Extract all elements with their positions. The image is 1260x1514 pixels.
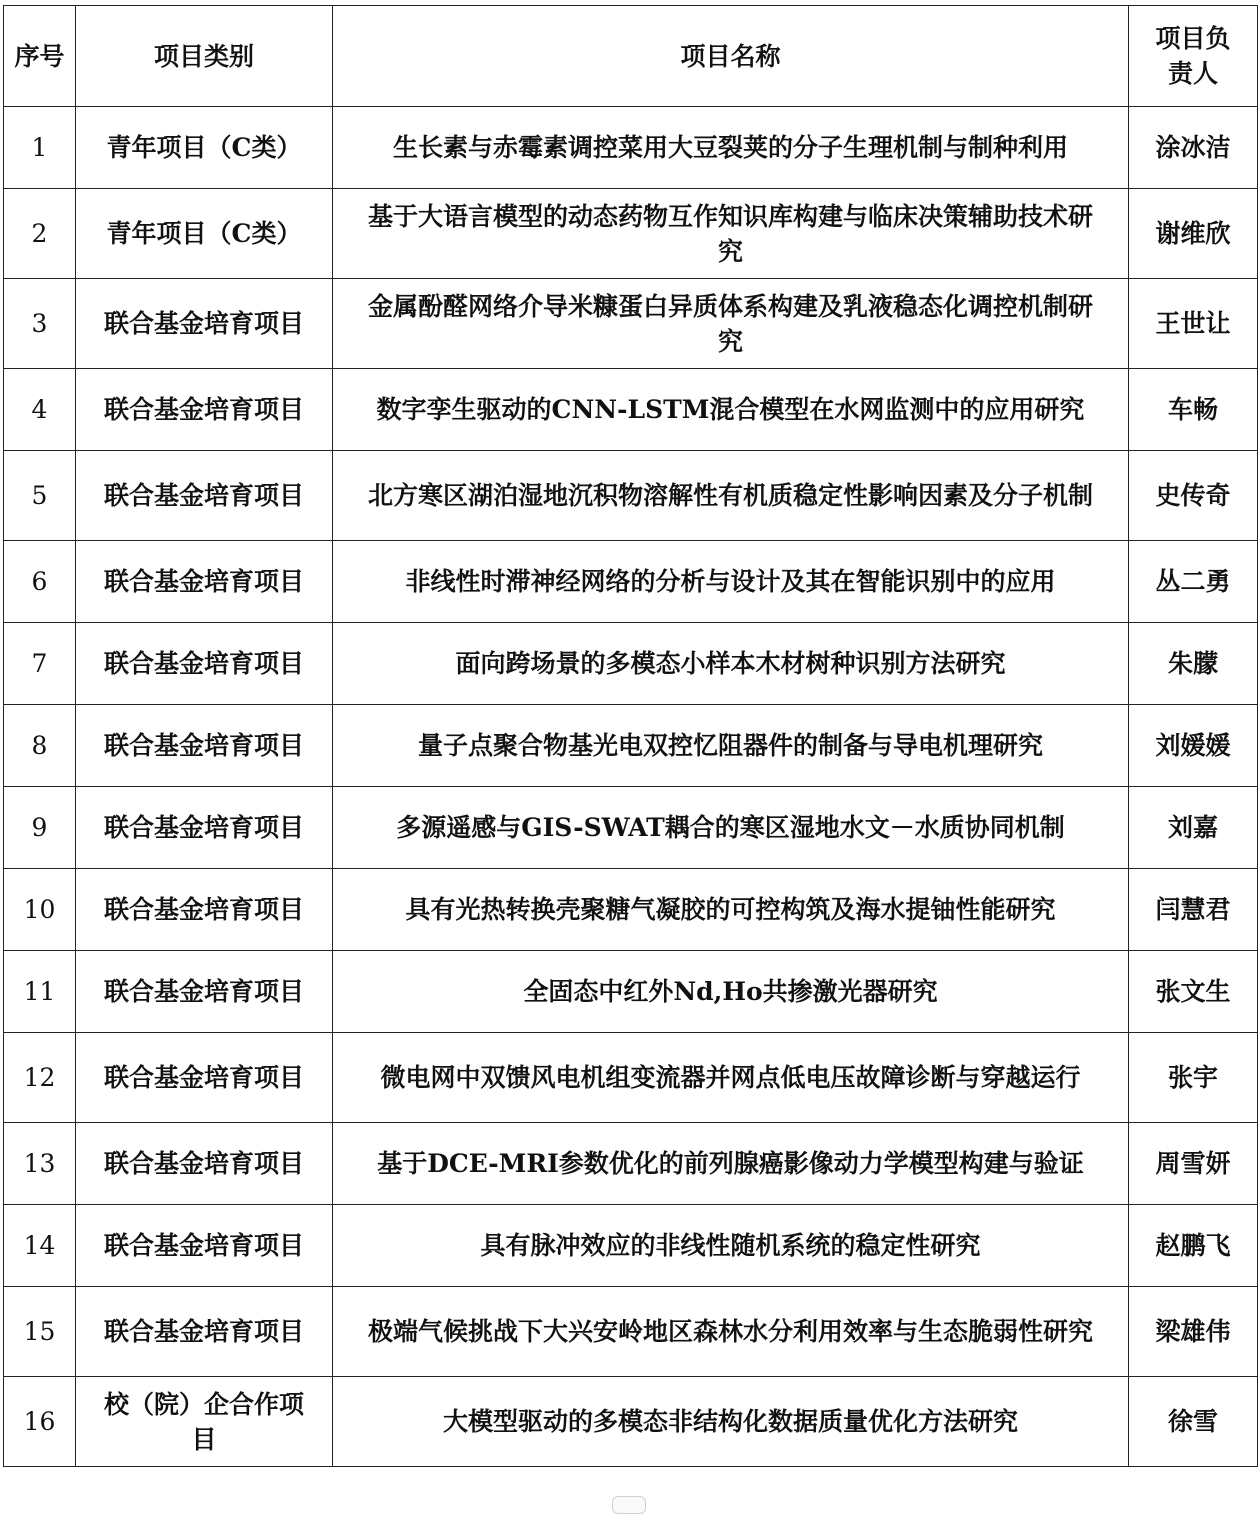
row-name: 生长素与赤霉素调控菜用大豆裂荚的分子生理机制与制种利用 bbox=[333, 107, 1129, 189]
row-category: 联合基金培育项目 bbox=[76, 787, 333, 869]
table-row bbox=[4, 1205, 1258, 1287]
table-row bbox=[4, 951, 1258, 1033]
row-leader: 周雪妍 bbox=[1129, 1123, 1258, 1205]
row-name: 北方寒区湖泊湿地沉积物溶解性有机质稳定性影响因素及分子机制 bbox=[333, 451, 1129, 541]
project-list-sheet bbox=[3, 5, 1257, 1467]
row-leader: 刘嘉 bbox=[1129, 787, 1258, 869]
table-row bbox=[4, 541, 1258, 623]
row-no: 10 bbox=[4, 869, 76, 951]
row-leader: 涂冰洁 bbox=[1129, 107, 1258, 189]
header-leader: 项目负责人 bbox=[1129, 6, 1258, 107]
project-table bbox=[3, 5, 1258, 1467]
row-no: 6 bbox=[4, 541, 76, 623]
row-category: 联合基金培育项目 bbox=[76, 1205, 333, 1287]
table-header-row bbox=[4, 6, 1258, 107]
row-name: 大模型驱动的多模态非结构化数据质量优化方法研究 bbox=[333, 1377, 1129, 1467]
header-category: 项目类别 bbox=[76, 6, 333, 107]
row-category: 联合基金培育项目 bbox=[76, 279, 333, 369]
row-name: 微电网中双馈风电机组变流器并网点低电压故障诊断与穿越运行 bbox=[333, 1033, 1129, 1123]
row-leader: 谢维欣 bbox=[1129, 189, 1258, 279]
row-no: 12 bbox=[4, 1033, 76, 1123]
row-leader: 丛二勇 bbox=[1129, 541, 1258, 623]
row-name: 基于DCE-MRI参数优化的前列腺癌影像动力学模型构建与验证 bbox=[333, 1123, 1129, 1205]
row-no: 4 bbox=[4, 369, 76, 451]
row-leader: 王世让 bbox=[1129, 279, 1258, 369]
table-row bbox=[4, 869, 1258, 951]
row-category: 联合基金培育项目 bbox=[76, 541, 333, 623]
row-category: 联合基金培育项目 bbox=[76, 623, 333, 705]
header-name: 项目名称 bbox=[333, 6, 1129, 107]
row-no: 2 bbox=[4, 189, 76, 279]
row-name: 具有脉冲效应的非线性随机系统的稳定性研究 bbox=[333, 1205, 1129, 1287]
row-leader: 朱朦 bbox=[1129, 623, 1258, 705]
table-row bbox=[4, 787, 1258, 869]
row-category: 校（院）企合作项目 bbox=[76, 1377, 333, 1467]
row-name: 非线性时滞神经网络的分析与设计及其在智能识别中的应用 bbox=[333, 541, 1129, 623]
row-category: 联合基金培育项目 bbox=[76, 1033, 333, 1123]
row-no: 11 bbox=[4, 951, 76, 1033]
row-category: 联合基金培育项目 bbox=[76, 951, 333, 1033]
row-leader: 闫慧君 bbox=[1129, 869, 1258, 951]
row-category: 联合基金培育项目 bbox=[76, 369, 333, 451]
row-leader: 张宇 bbox=[1129, 1033, 1258, 1123]
row-category: 青年项目（C类） bbox=[76, 107, 333, 189]
header-no: 序号 bbox=[4, 6, 76, 107]
table-row bbox=[4, 1033, 1258, 1123]
row-no: 3 bbox=[4, 279, 76, 369]
row-no: 5 bbox=[4, 451, 76, 541]
row-no: 1 bbox=[4, 107, 76, 189]
table-row bbox=[4, 189, 1258, 279]
table-row bbox=[4, 1377, 1258, 1467]
row-no: 15 bbox=[4, 1287, 76, 1377]
row-leader: 张文生 bbox=[1129, 951, 1258, 1033]
row-leader: 刘媛媛 bbox=[1129, 705, 1258, 787]
row-name: 具有光热转换壳聚糖气凝胶的可控构筑及海水提铀性能研究 bbox=[333, 869, 1129, 951]
row-name: 量子点聚合物基光电双控忆阻器件的制备与导电机理研究 bbox=[333, 705, 1129, 787]
row-category: 联合基金培育项目 bbox=[76, 705, 333, 787]
table-row bbox=[4, 279, 1258, 369]
row-leader: 史传奇 bbox=[1129, 451, 1258, 541]
row-leader: 车畅 bbox=[1129, 369, 1258, 451]
row-leader: 赵鹏飞 bbox=[1129, 1205, 1258, 1287]
row-category: 联合基金培育项目 bbox=[76, 1123, 333, 1205]
row-category: 联合基金培育项目 bbox=[76, 1287, 333, 1377]
table-row bbox=[4, 107, 1258, 189]
table-row bbox=[4, 705, 1258, 787]
row-name: 数字孪生驱动的CNN-LSTM混合模型在水网监测中的应用研究 bbox=[333, 369, 1129, 451]
row-category: 联合基金培育项目 bbox=[76, 451, 333, 541]
table-row bbox=[4, 1123, 1258, 1205]
row-name: 全固态中红外Nd,Ho共掺激光器研究 bbox=[333, 951, 1129, 1033]
row-name: 极端气候挑战下大兴安岭地区森林水分利用效率与生态脆弱性研究 bbox=[333, 1287, 1129, 1377]
row-leader: 梁雄伟 bbox=[1129, 1287, 1258, 1377]
row-name: 面向跨场景的多模态小样本木材树种识别方法研究 bbox=[333, 623, 1129, 705]
row-no: 16 bbox=[4, 1377, 76, 1467]
row-no: 8 bbox=[4, 705, 76, 787]
row-no: 9 bbox=[4, 787, 76, 869]
table-row bbox=[4, 1287, 1258, 1377]
row-no: 13 bbox=[4, 1123, 76, 1205]
row-leader: 徐雪 bbox=[1129, 1377, 1258, 1467]
row-name: 基于大语言模型的动态药物互作知识库构建与临床决策辅助技术研究 bbox=[333, 189, 1129, 279]
row-category: 青年项目（C类） bbox=[76, 189, 333, 279]
row-name: 金属酚醛网络介导米糠蛋白异质体系构建及乳液稳态化调控机制研究 bbox=[333, 279, 1129, 369]
row-name: 多源遥感与GIS-SWAT耦合的寒区湿地水文－水质协同机制 bbox=[333, 787, 1129, 869]
page-footer-widget bbox=[612, 1496, 646, 1514]
table-row bbox=[4, 623, 1258, 705]
table-row bbox=[4, 451, 1258, 541]
row-no: 14 bbox=[4, 1205, 76, 1287]
table-row bbox=[4, 369, 1258, 451]
row-no: 7 bbox=[4, 623, 76, 705]
row-category: 联合基金培育项目 bbox=[76, 869, 333, 951]
